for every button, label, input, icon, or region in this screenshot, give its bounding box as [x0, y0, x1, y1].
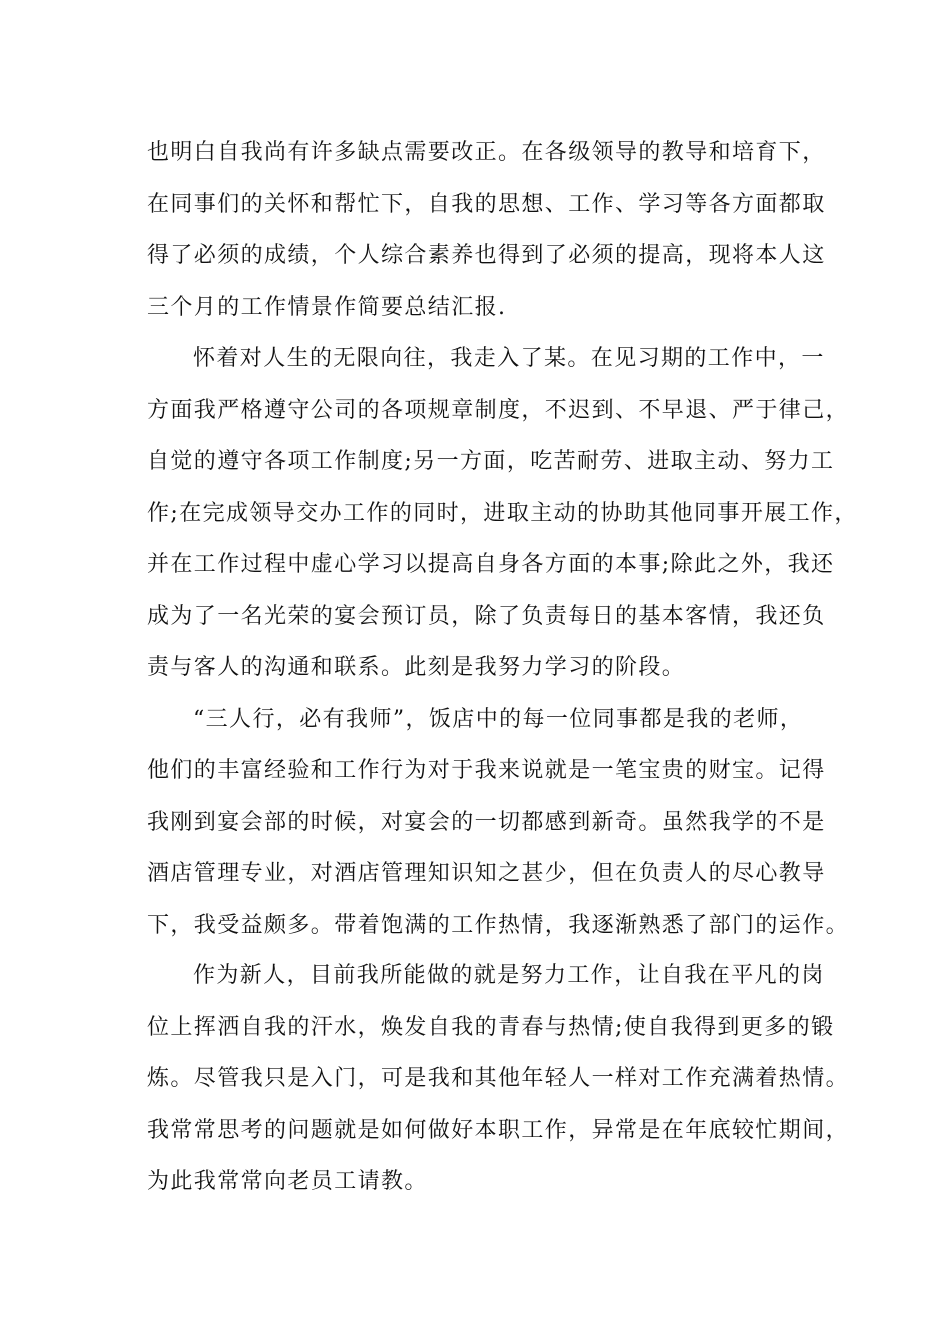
text-line: 三个月的工作情景作简要总结汇报. [147, 294, 507, 320]
text-line: 我刚到宴会部的时候，对宴会的一切都感到新奇。虽然我学的不是 [147, 809, 826, 835]
text-line: 下，我受益颇多。带着饱满的工作热情，我逐渐熟悉了部门的运作。 [147, 912, 850, 938]
text-line: 炼。尽管我只是入门，可是我和其他年轻人一样对工作充满着热情。 [147, 1066, 850, 1091]
text-line: 酒店管理专业，对酒店管理知识知之甚少，但在负责人的尽心教导 [147, 861, 826, 886]
paragraph-first-line: 作为新人，目前我所能做的就是努力工作，让自我在平凡的岗 [193, 963, 825, 988]
text-line: 方面我严格遵守公司的各项规章制度，不迟到、不早退、严于律己， [147, 397, 850, 423]
body-text-block-1 [147, 127, 858, 951]
text-line: 我常常思考的问题就是如何做好本职工作，异常是在年底较忙期间， [147, 1117, 850, 1143]
paragraph-first-line: 怀着对人生的无限向往，我走入了某。在见习期的工作中，一 [193, 346, 825, 371]
text-line: 作;在完成领导交办工作的同时，进取主动的协助其他同事开展工作， [147, 500, 858, 526]
text-line: 责与客人的沟通和联系。此刻是我努力学习的阶段。 [147, 655, 686, 680]
text-line: 成为了一名光荣的宴会预订员，除了负责每日的基本客情，我还负 [147, 603, 826, 629]
paragraph-first-line: “三人行，必有我师”，饭店中的每一位同事都是我的老师， [193, 706, 804, 732]
text-line: 他们的丰富经验和工作行为对于我来说就是一笔宝贵的财宝。记得 [147, 758, 826, 783]
text-line: 为此我常常向老员工请教。 [147, 1169, 428, 1194]
text-line: 位上挥洒自我的汗水，焕发自我的青春与热情;使自我得到更多的锻 [147, 1014, 835, 1040]
text-line: 自觉的遵守各项工作制度;另一方面，吃苦耐劳、进取主动、努力工 [147, 449, 835, 474]
text-line: 也明白自我尚有许多缺点需要改正。在各级领导的教导和培育下， [147, 140, 826, 165]
body-text-block-2 [147, 950, 850, 1208]
text-line: 得了必须的成绩，个人综合素养也得到了必须的提高，现将本人这 [147, 243, 826, 268]
text-line: 并在工作过程中虚心学习以提高自身各方面的本事;除此之外，我还 [147, 552, 835, 577]
text-line: 在同事们的关怀和帮忙下，自我的思想、工作、学习等各方面都取 [147, 191, 826, 217]
